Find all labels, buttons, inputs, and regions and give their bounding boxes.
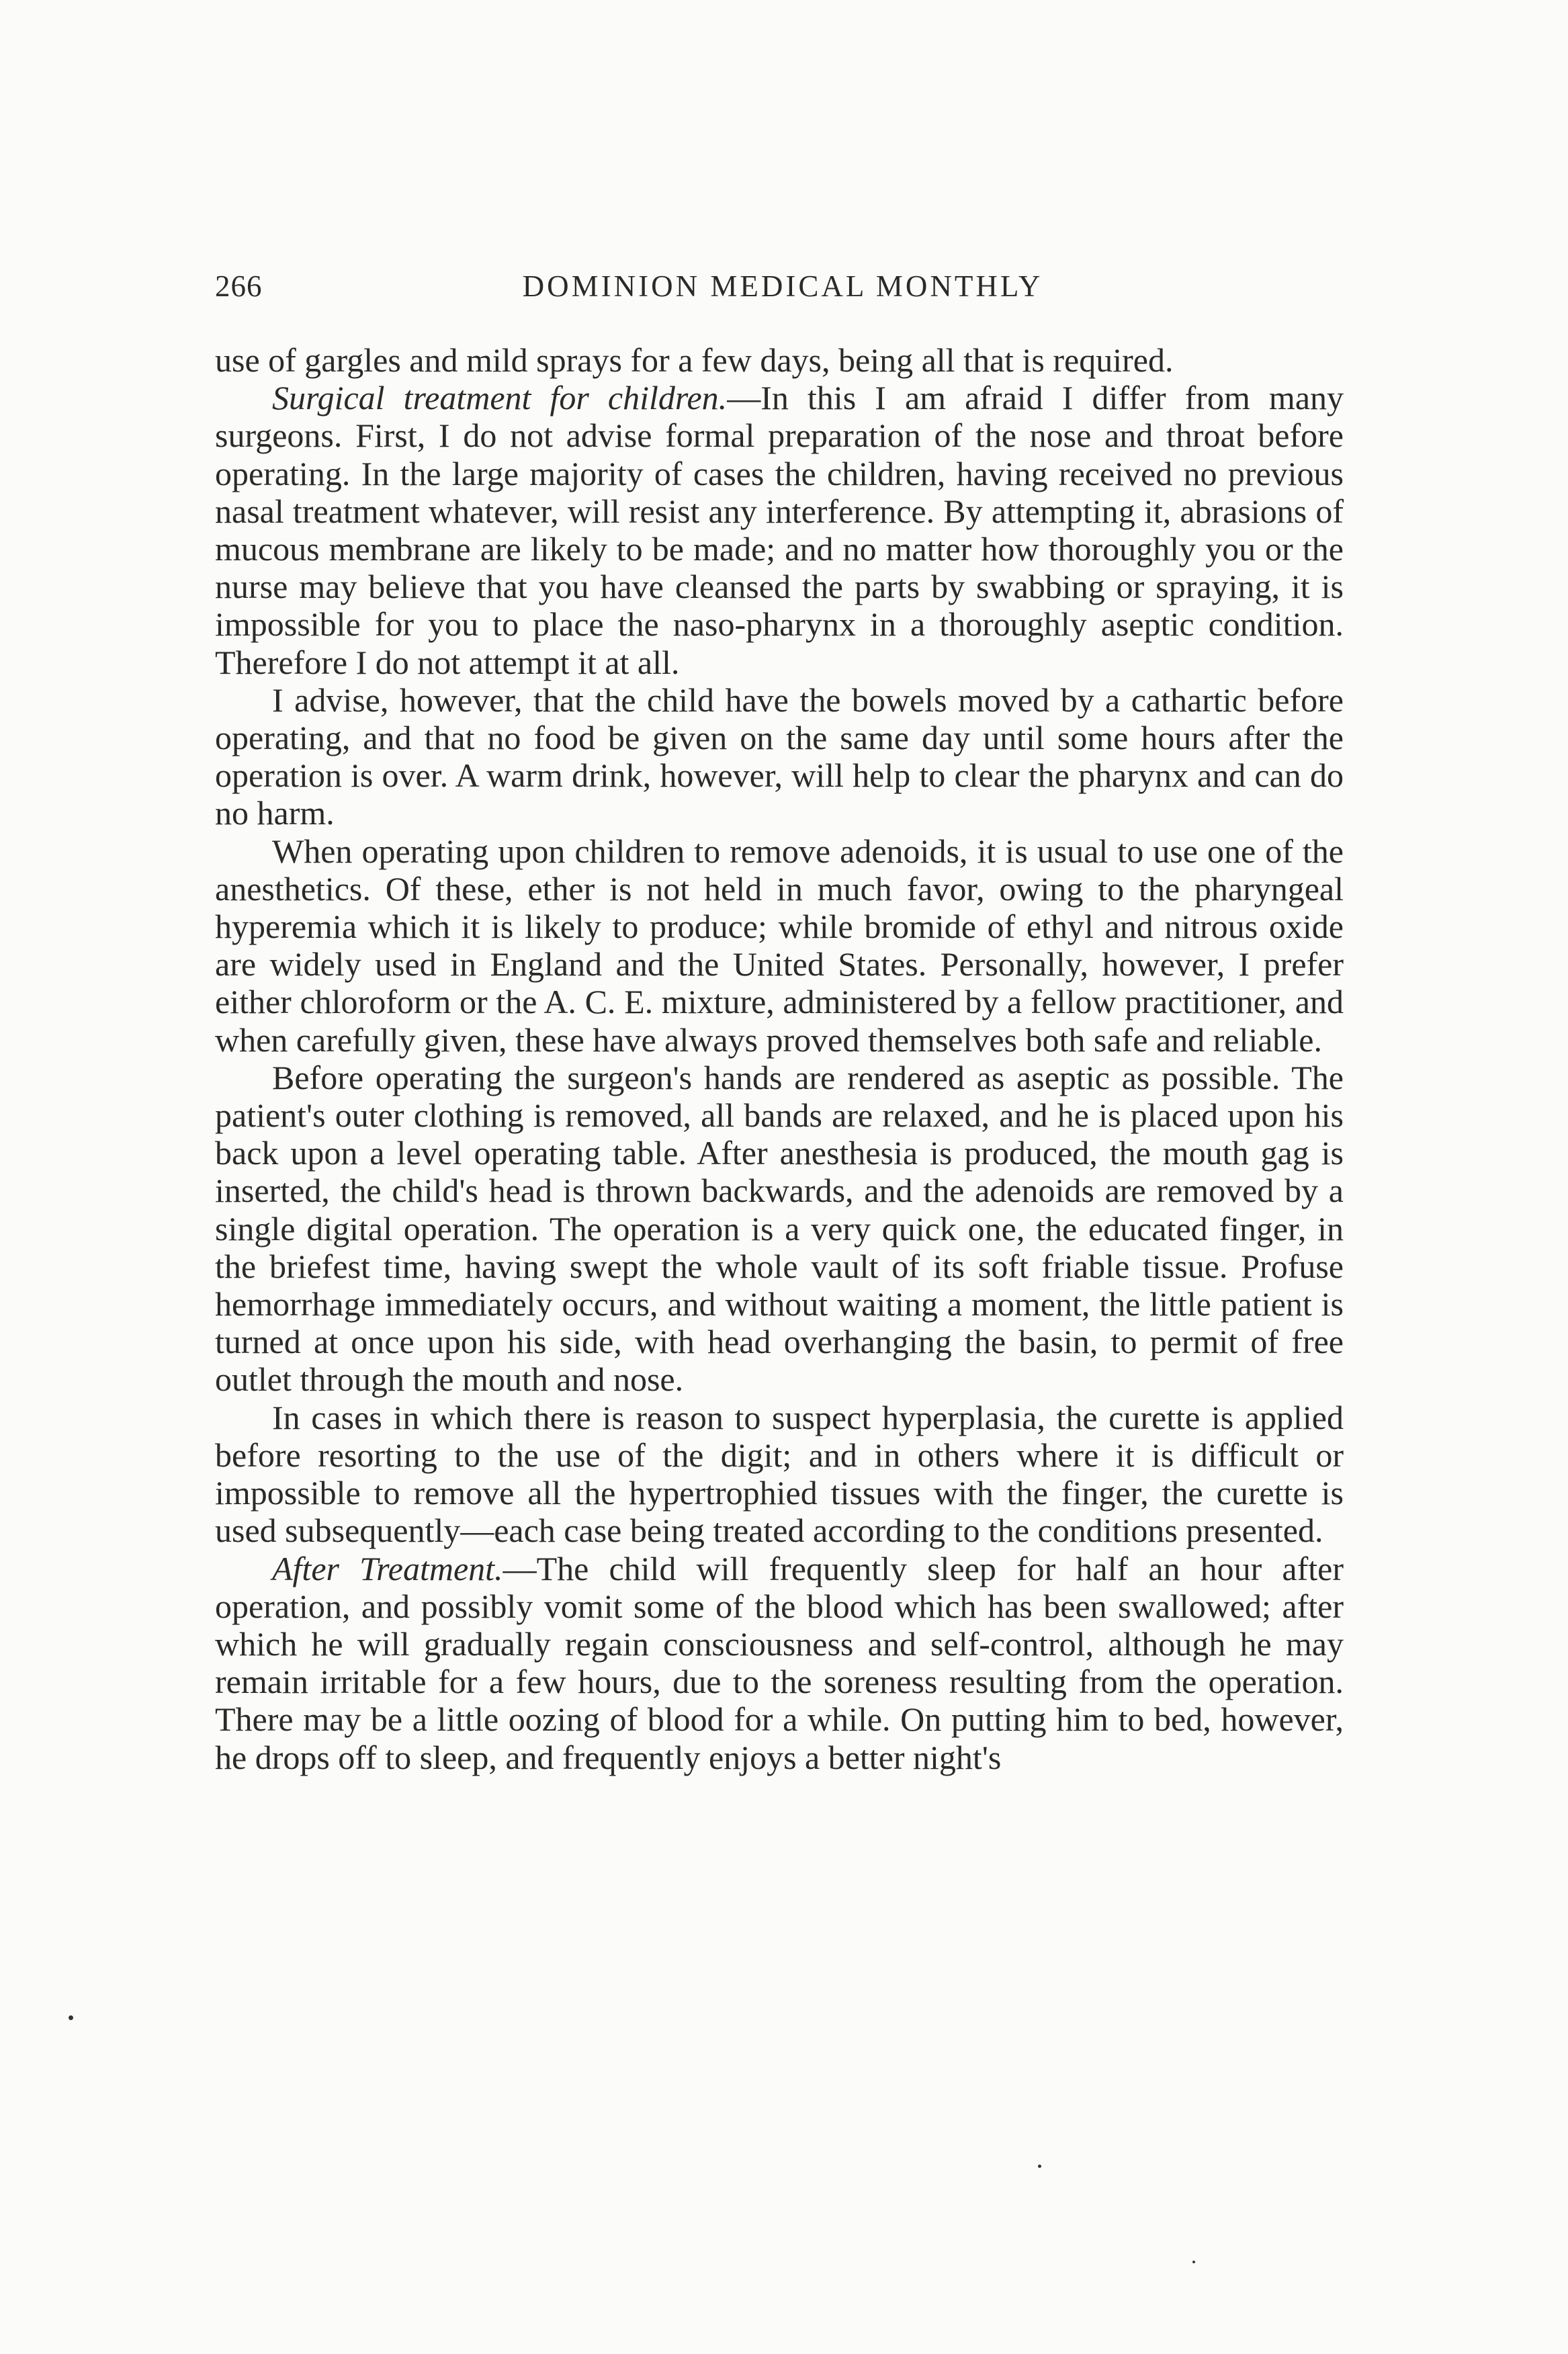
print-speck: [69, 2015, 73, 2020]
paragraph: [215, 681, 1344, 832]
paragraph-text: —The child will frequently sleep for half an hour after operation, and possibly vomit some of the blood which has been swallowed; after which he will gradually regain consciousness and self-control, although he may remain irritable for a few hours, due to the soreness resulting from the operation. There may be a little oozing of blood for a while. On putting him to bed, however, he drops off to sleep, and frequently enjoys a better night's: [215, 1549, 1344, 1776]
page-header: [215, 269, 1350, 322]
article-body: [215, 341, 1344, 1776]
paragraph-text: use of gargles and mild sprays for a few days, being all that is required.: [215, 341, 1174, 379]
paragraph-text: Before operating the surgeon's hands are rendered as aseptic as possible. The patient's outer clothing is removed, all bands are relaxed, and he is placed upon his back upon a level operating table. After anesthesia is produced, the mouth gag is inserted, the child's head is thrown backwards, and the adenoids are removed by a single digital operation. The operation is a very quick one, the educated finger, in the briefest time, having swept the whole vault of its soft friable tissue. Profuse hemorrhage immediately occurs, and without waiting a moment, the little patient is turned at once upon his side, with head overhanging the basin, to permit of free outlet through the mouth and nose.: [215, 1058, 1344, 1399]
print-speck: [1192, 2261, 1195, 2263]
section-run-in-heading: After Treatment.: [272, 1549, 503, 1587]
paragraph-after-treatment: [215, 1550, 1344, 1776]
print-speck: [1038, 2165, 1041, 2168]
running-title: DOMINION MEDICAL MONTHLY: [522, 269, 1043, 303]
paragraph: [215, 832, 1344, 1059]
paragraph-continued: [215, 341, 1344, 379]
page-number: 266: [215, 269, 263, 303]
paragraph-surgical-treatment: [215, 379, 1344, 681]
section-run-in-heading: Surgical treatment for children.: [272, 379, 728, 417]
paragraph-text: —In this I am afraid I differ from many surgeons. First, I do not advise formal preparation of the nose and throat before operating. In the large majority of cases the children, having received no previous nasal treatment whatever, will resist any interference. By attempting it, abrasions of mucous membrane are likely to be made; and no matter how thoroughly you or the nurse may believe that you have cleansed the parts by swabbing or spraying, it is impossible for you to place the naso-pharynx in a thoroughly aseptic condition. Therefore I do not attempt it at all.: [215, 379, 1344, 681]
paragraph: [215, 1059, 1344, 1399]
paragraph-text: In cases in which there is reason to suspect hyperplasia, the curette is applied before resorting to the use of the digit; and in others where it is difficult or impossible to remove all the hypertrophied tissues with the finger, the curette is used subsequently—each case being treated according to the conditions presented.: [215, 1398, 1344, 1550]
paragraph-text: When operating upon children to remove adenoids, it is usual to use one of the anesthetics. Of these, ether is not held in much favor, owing to the pharyngeal hyperemia which it is likely to produce; while bromide of ethyl and nitrous oxide are widely used in England and the United States. Personally, however, I prefer either chloroform or the A. C. E. mixture, administered by a fellow practitioner, and when carefully given, these have always proved themselves both safe and reliable.: [215, 832, 1344, 1059]
paragraph: [215, 1399, 1344, 1550]
paragraph-text: I advise, however, that the child have the bowels moved by a cathartic before operating, and that no food be given on the same day until some hours after the operation is over. A warm drink, however, will help to clear the pharynx and can do no harm.: [215, 681, 1344, 832]
